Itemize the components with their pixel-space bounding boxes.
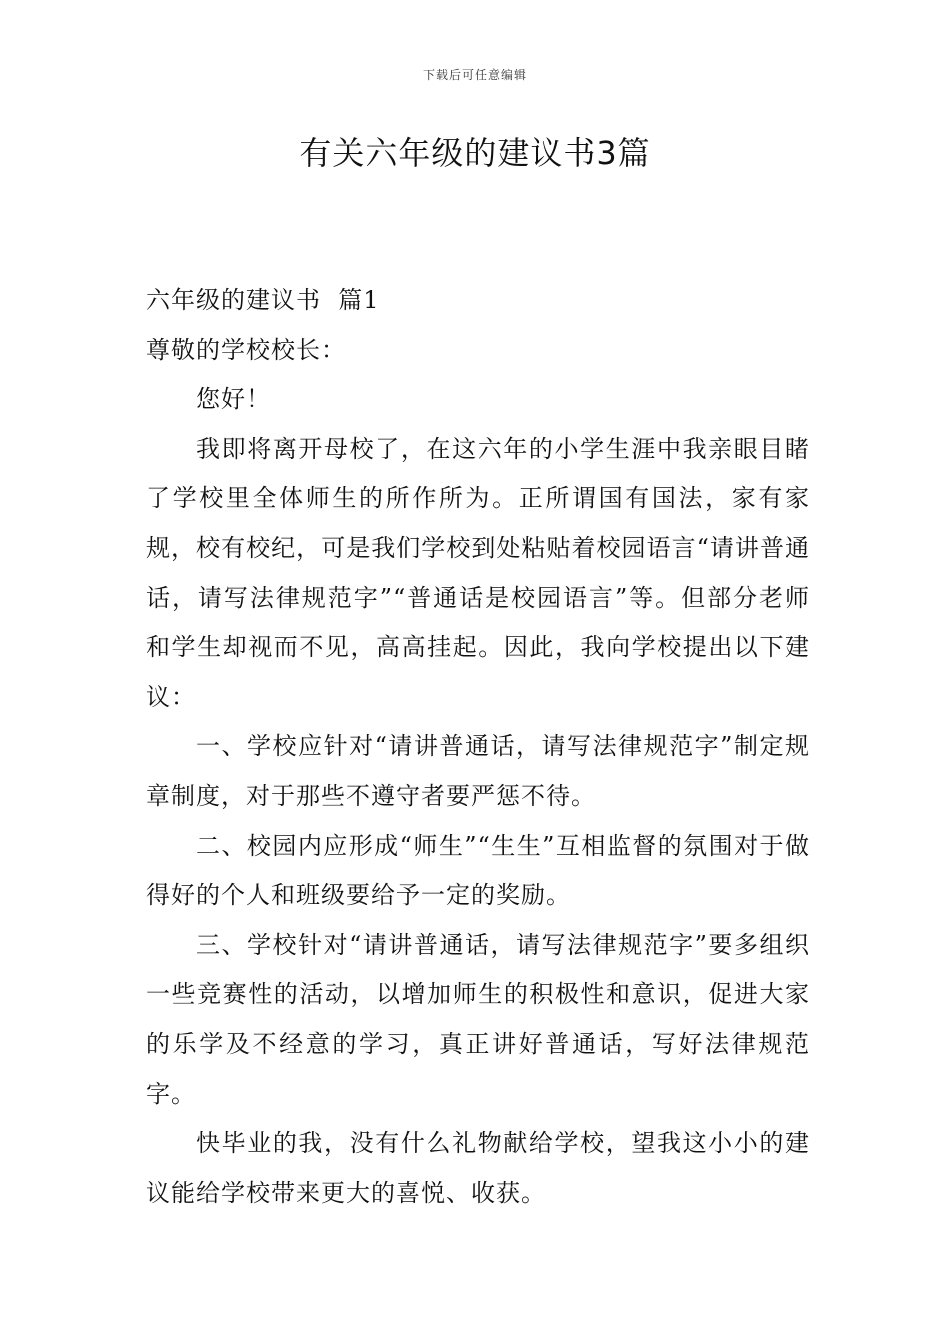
paragraph-suggestion-1: 一、学校应针对“请讲普通话，请写法律规范字”制定规章制度，对于那些不遵守者要严惩不待。 bbox=[146, 732, 810, 810]
section-heading: 六年级的建议书 篇1 bbox=[146, 286, 380, 314]
paragraph-suggestion-2: 二、校园内应形成“师生”“生生”互相监督的氛围对于做得好的个人和班级要给予一定的奖励。 bbox=[146, 831, 810, 910]
paragraph-intro: 我即将离开母校了，在这六年的小学生涯中我亲眼目睹了学校里全体师生的所作所为。正所谓国有国法，家有家规，校有校纪，可是我们学校到处粘贴着校园语言“请讲普通话，请写法律规范字”“普通话是校园语言”等。但部分老师和学生却视而不见，高高挂起。因此，我向学校提出以下建议： bbox=[146, 434, 810, 711]
document-title: 有关六年级的建议书3篇 bbox=[299, 134, 651, 172]
header-note: 下载后可任意编辑 bbox=[422, 68, 527, 82]
paragraph-closing: 快毕业的我，没有什么礼物献给学校，望我这小小的建议能给学校带来更大的喜悦、收获。 bbox=[146, 1129, 810, 1207]
paragraph-suggestion-3: 三、学校针对“请讲普通话，请写法律规范字”要多组织一些竞赛性的活动，以增加师生的积极性和意识，促进大家的乐学及不经意的学习，真正讲好普通话，写好法律规范字。 bbox=[146, 930, 810, 1108]
document-body bbox=[146, 276, 810, 1218]
salutation: 尊敬的学校校长： bbox=[146, 335, 346, 364]
greeting: 您好！ bbox=[196, 385, 271, 414]
